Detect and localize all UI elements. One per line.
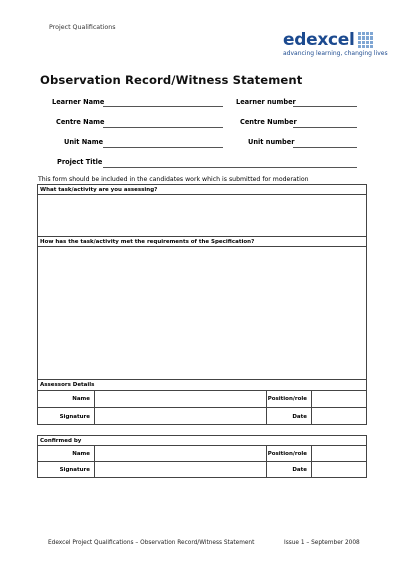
page-title: Observation Record/Witness Statement (40, 73, 303, 87)
requirements-section (37, 236, 367, 380)
confirmer-position-input[interactable] (312, 446, 366, 461)
submission-note: This form should be included in the candidates work which is submitted for moderation (38, 176, 309, 183)
assessor-signature-row (38, 408, 366, 425)
assessor-position-input[interactable] (312, 391, 366, 407)
confirmed-by-section (37, 435, 367, 478)
unit-number-label: Unit number (248, 138, 295, 146)
assessor-signature-label: Signature (38, 408, 95, 425)
centre-name-field[interactable] (103, 127, 223, 128)
centre-number-label: Centre Number (240, 118, 297, 126)
confirmer-position-label: Position/role (267, 446, 312, 461)
assessors-details-section (37, 379, 367, 425)
task-activity-section (37, 184, 367, 237)
requirements-answer-area[interactable] (38, 248, 366, 379)
confirmer-signature-label: Signature (38, 462, 95, 478)
assessor-date-input[interactable] (312, 408, 366, 425)
project-title-label: Project Title (57, 158, 103, 166)
brand-logo (283, 30, 388, 57)
assessors-details-heading: Assessors Details (38, 380, 366, 391)
confirmer-name-label: Name (38, 446, 95, 461)
confirmer-signature-input[interactable] (95, 462, 267, 478)
footer-left: Edexcel Project Qualifications – Observation Record/Witness Statement (48, 540, 255, 546)
top-label: Project Qualifications (49, 24, 116, 31)
learner-number-label: Learner number (236, 98, 296, 106)
confirmed-by-heading: Confirmed by (38, 436, 366, 446)
unit-number-field[interactable] (293, 147, 357, 148)
task-activity-heading: What task/activity are you assessing? (38, 185, 366, 195)
task-activity-answer-area[interactable] (38, 196, 366, 236)
learner-name-field[interactable] (103, 106, 223, 107)
brand-name: edexcel (283, 30, 355, 50)
centre-number-field[interactable] (293, 127, 357, 128)
requirements-heading: How has the task/activity met the requirements of the Specification? (38, 237, 366, 247)
centre-name-label: Centre Name (56, 118, 105, 126)
assessor-name-label: Name (38, 391, 95, 407)
confirmer-signature-row (38, 462, 366, 478)
assessor-position-label: Position/role (267, 391, 312, 407)
learner-number-field[interactable] (293, 106, 357, 107)
confirmer-name-row (38, 446, 366, 462)
brand-tagline: advancing learning, changing lives (283, 50, 388, 57)
unit-name-label: Unit Name (64, 138, 104, 146)
unit-name-field[interactable] (103, 147, 223, 148)
project-title-field[interactable] (103, 167, 357, 168)
assessor-signature-input[interactable] (95, 408, 267, 425)
confirmer-date-input[interactable] (312, 462, 366, 478)
footer-right: Issue 1 – September 2008 (284, 540, 360, 546)
brand-grid-icon (358, 32, 374, 48)
learner-name-label: Learner Name (52, 98, 105, 106)
assessor-name-row (38, 391, 366, 408)
assessor-date-label: Date (267, 408, 312, 425)
confirmer-date-label: Date (267, 462, 312, 478)
confirmer-name-input[interactable] (95, 446, 267, 461)
assessor-name-input[interactable] (95, 391, 267, 407)
